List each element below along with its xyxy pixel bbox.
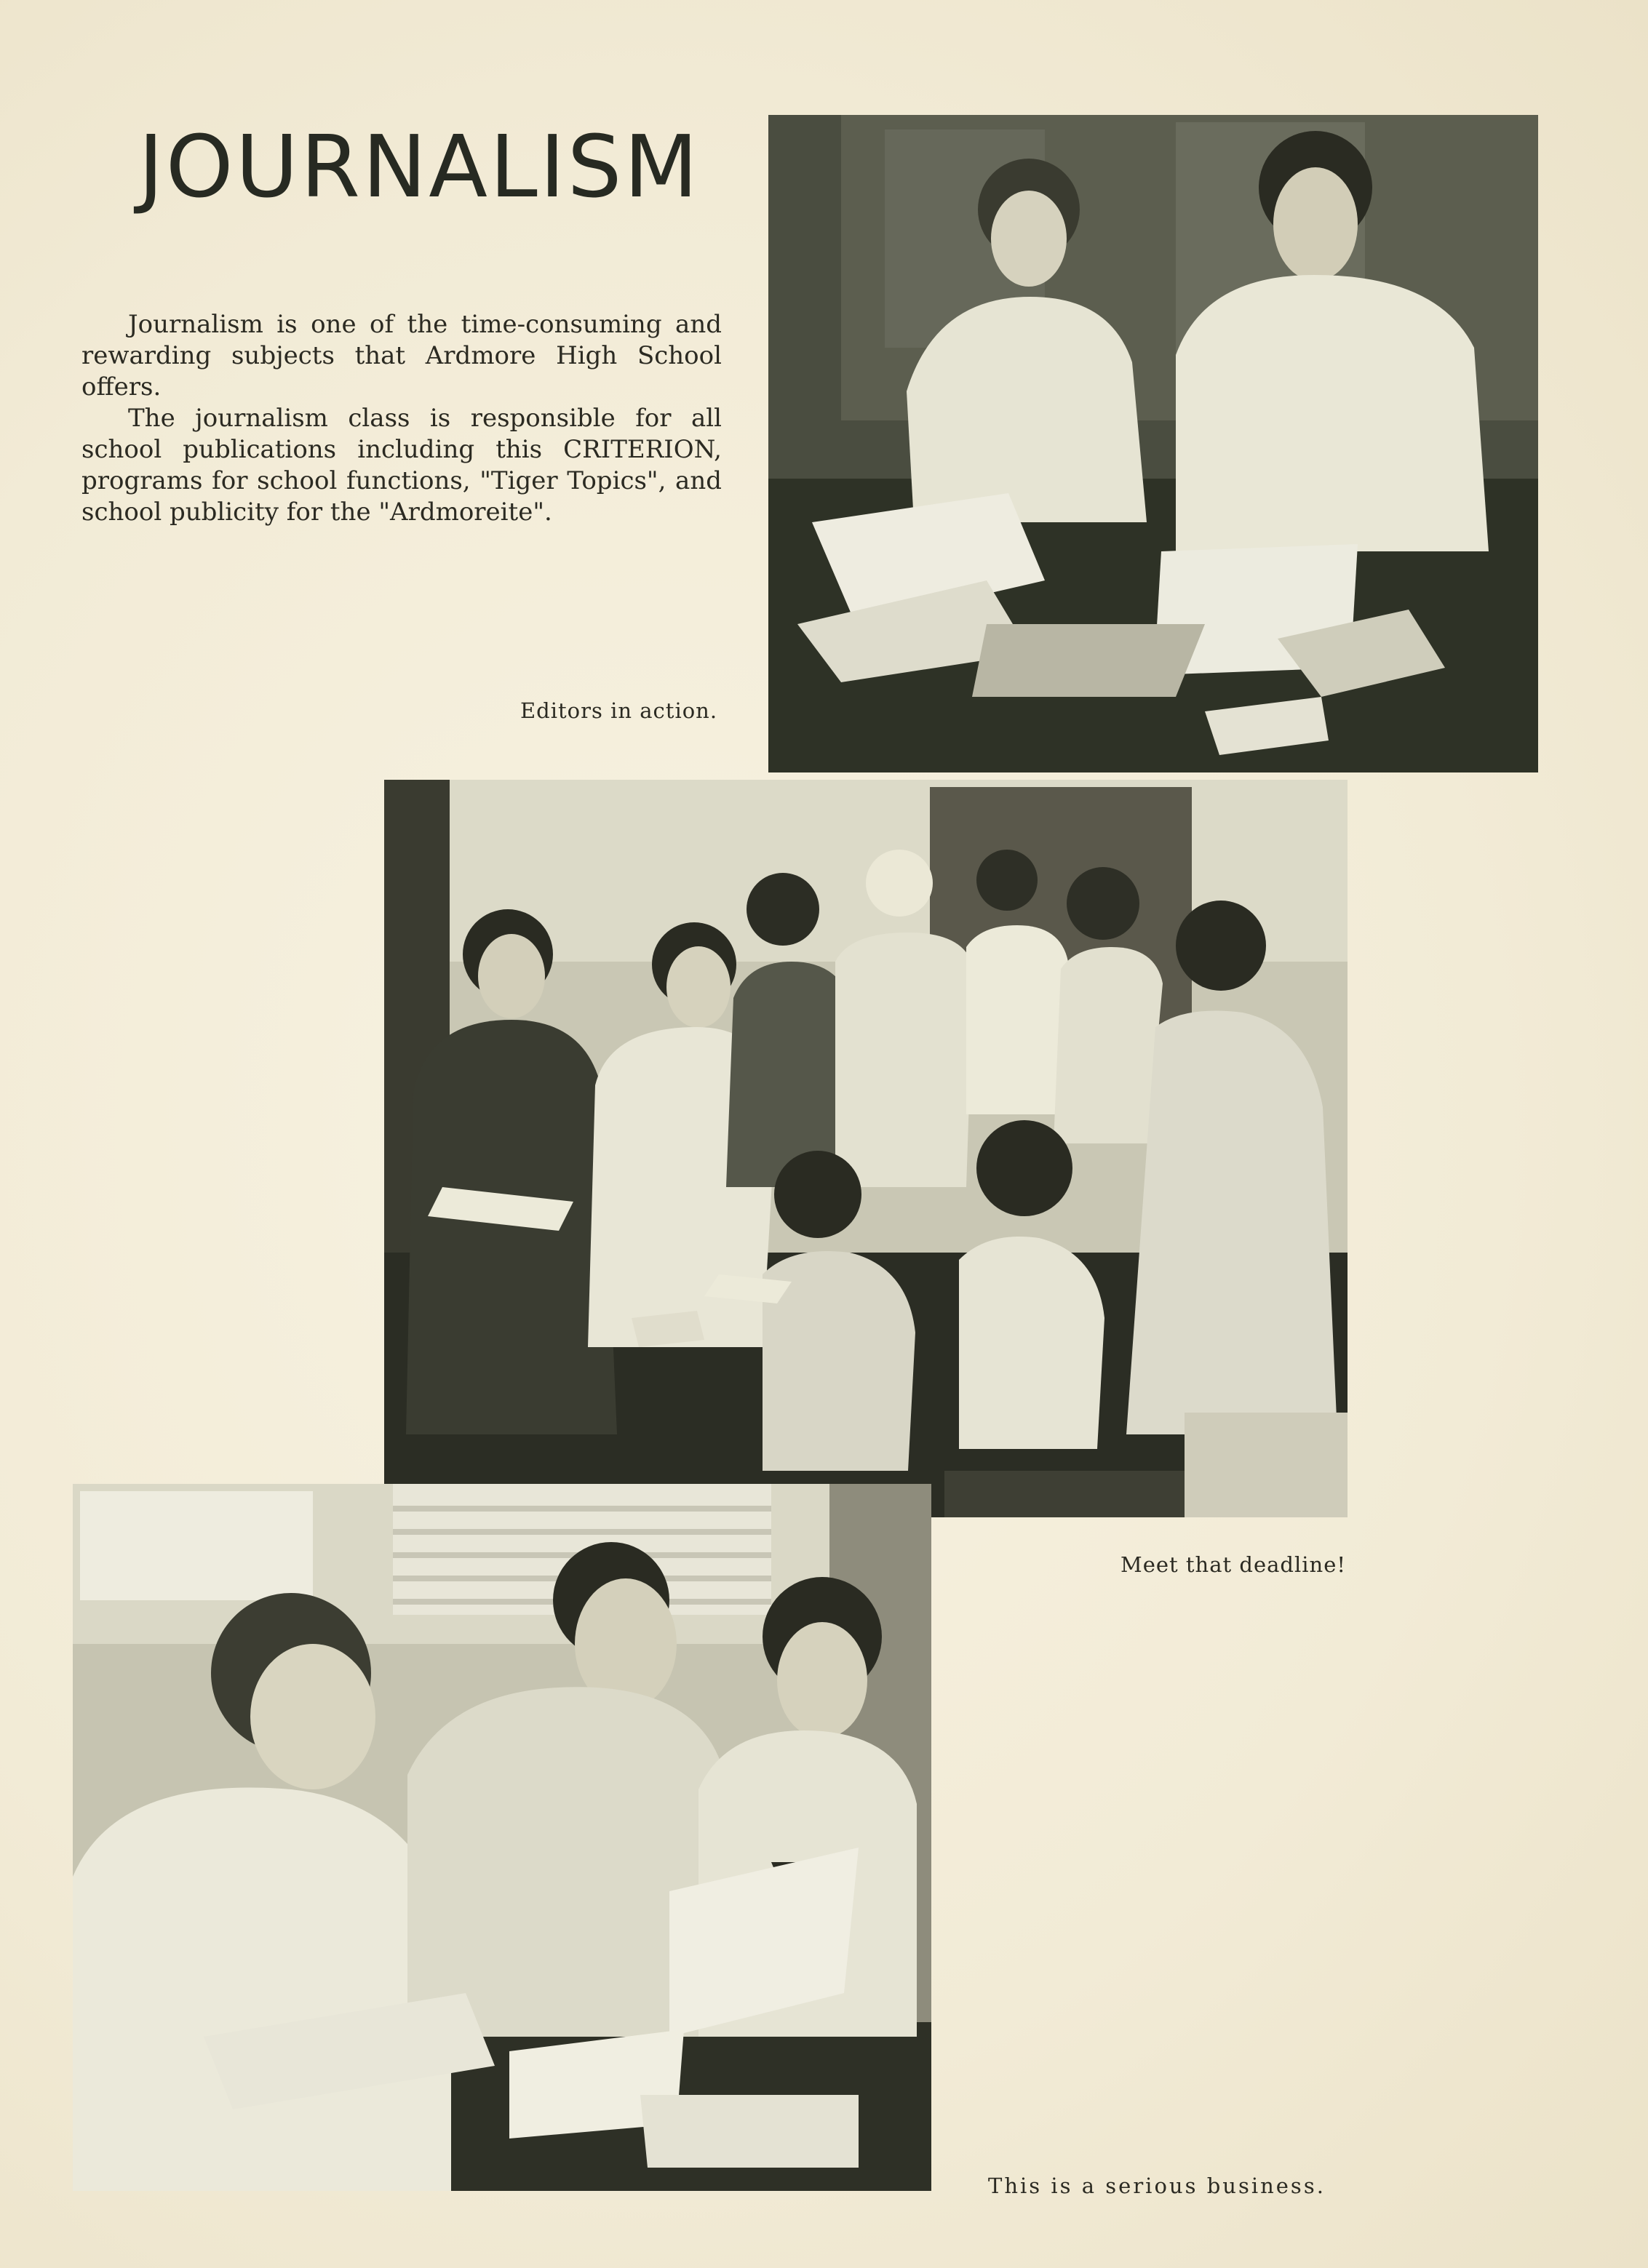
photo-meet-that-deadline bbox=[384, 780, 1348, 1517]
photo-illustration bbox=[384, 780, 1348, 1517]
page-title: JOURNALISM bbox=[138, 116, 701, 217]
photo-caption: This is a serious business. bbox=[988, 2173, 1326, 2198]
intro-paragraph: Journalism is one of the time-consuming and rewarding subjects that Ardmore High School offers. bbox=[81, 310, 722, 402]
photo-serious-business bbox=[73, 1484, 931, 2191]
photo-editors-in-action bbox=[768, 115, 1538, 772]
photo-illustration bbox=[73, 1484, 931, 2191]
photo-caption: Editors in action. bbox=[520, 698, 718, 723]
intro-paragraph: The journalism class is responsible for all school publications including this CRITERION, programs for school functions, "Tiger Topics", and school publicity for the "Ardmoreite". bbox=[81, 404, 722, 527]
photo-illustration bbox=[768, 115, 1538, 772]
photo-caption: Meet that deadline! bbox=[1120, 1552, 1347, 1577]
intro-text bbox=[81, 309, 722, 528]
